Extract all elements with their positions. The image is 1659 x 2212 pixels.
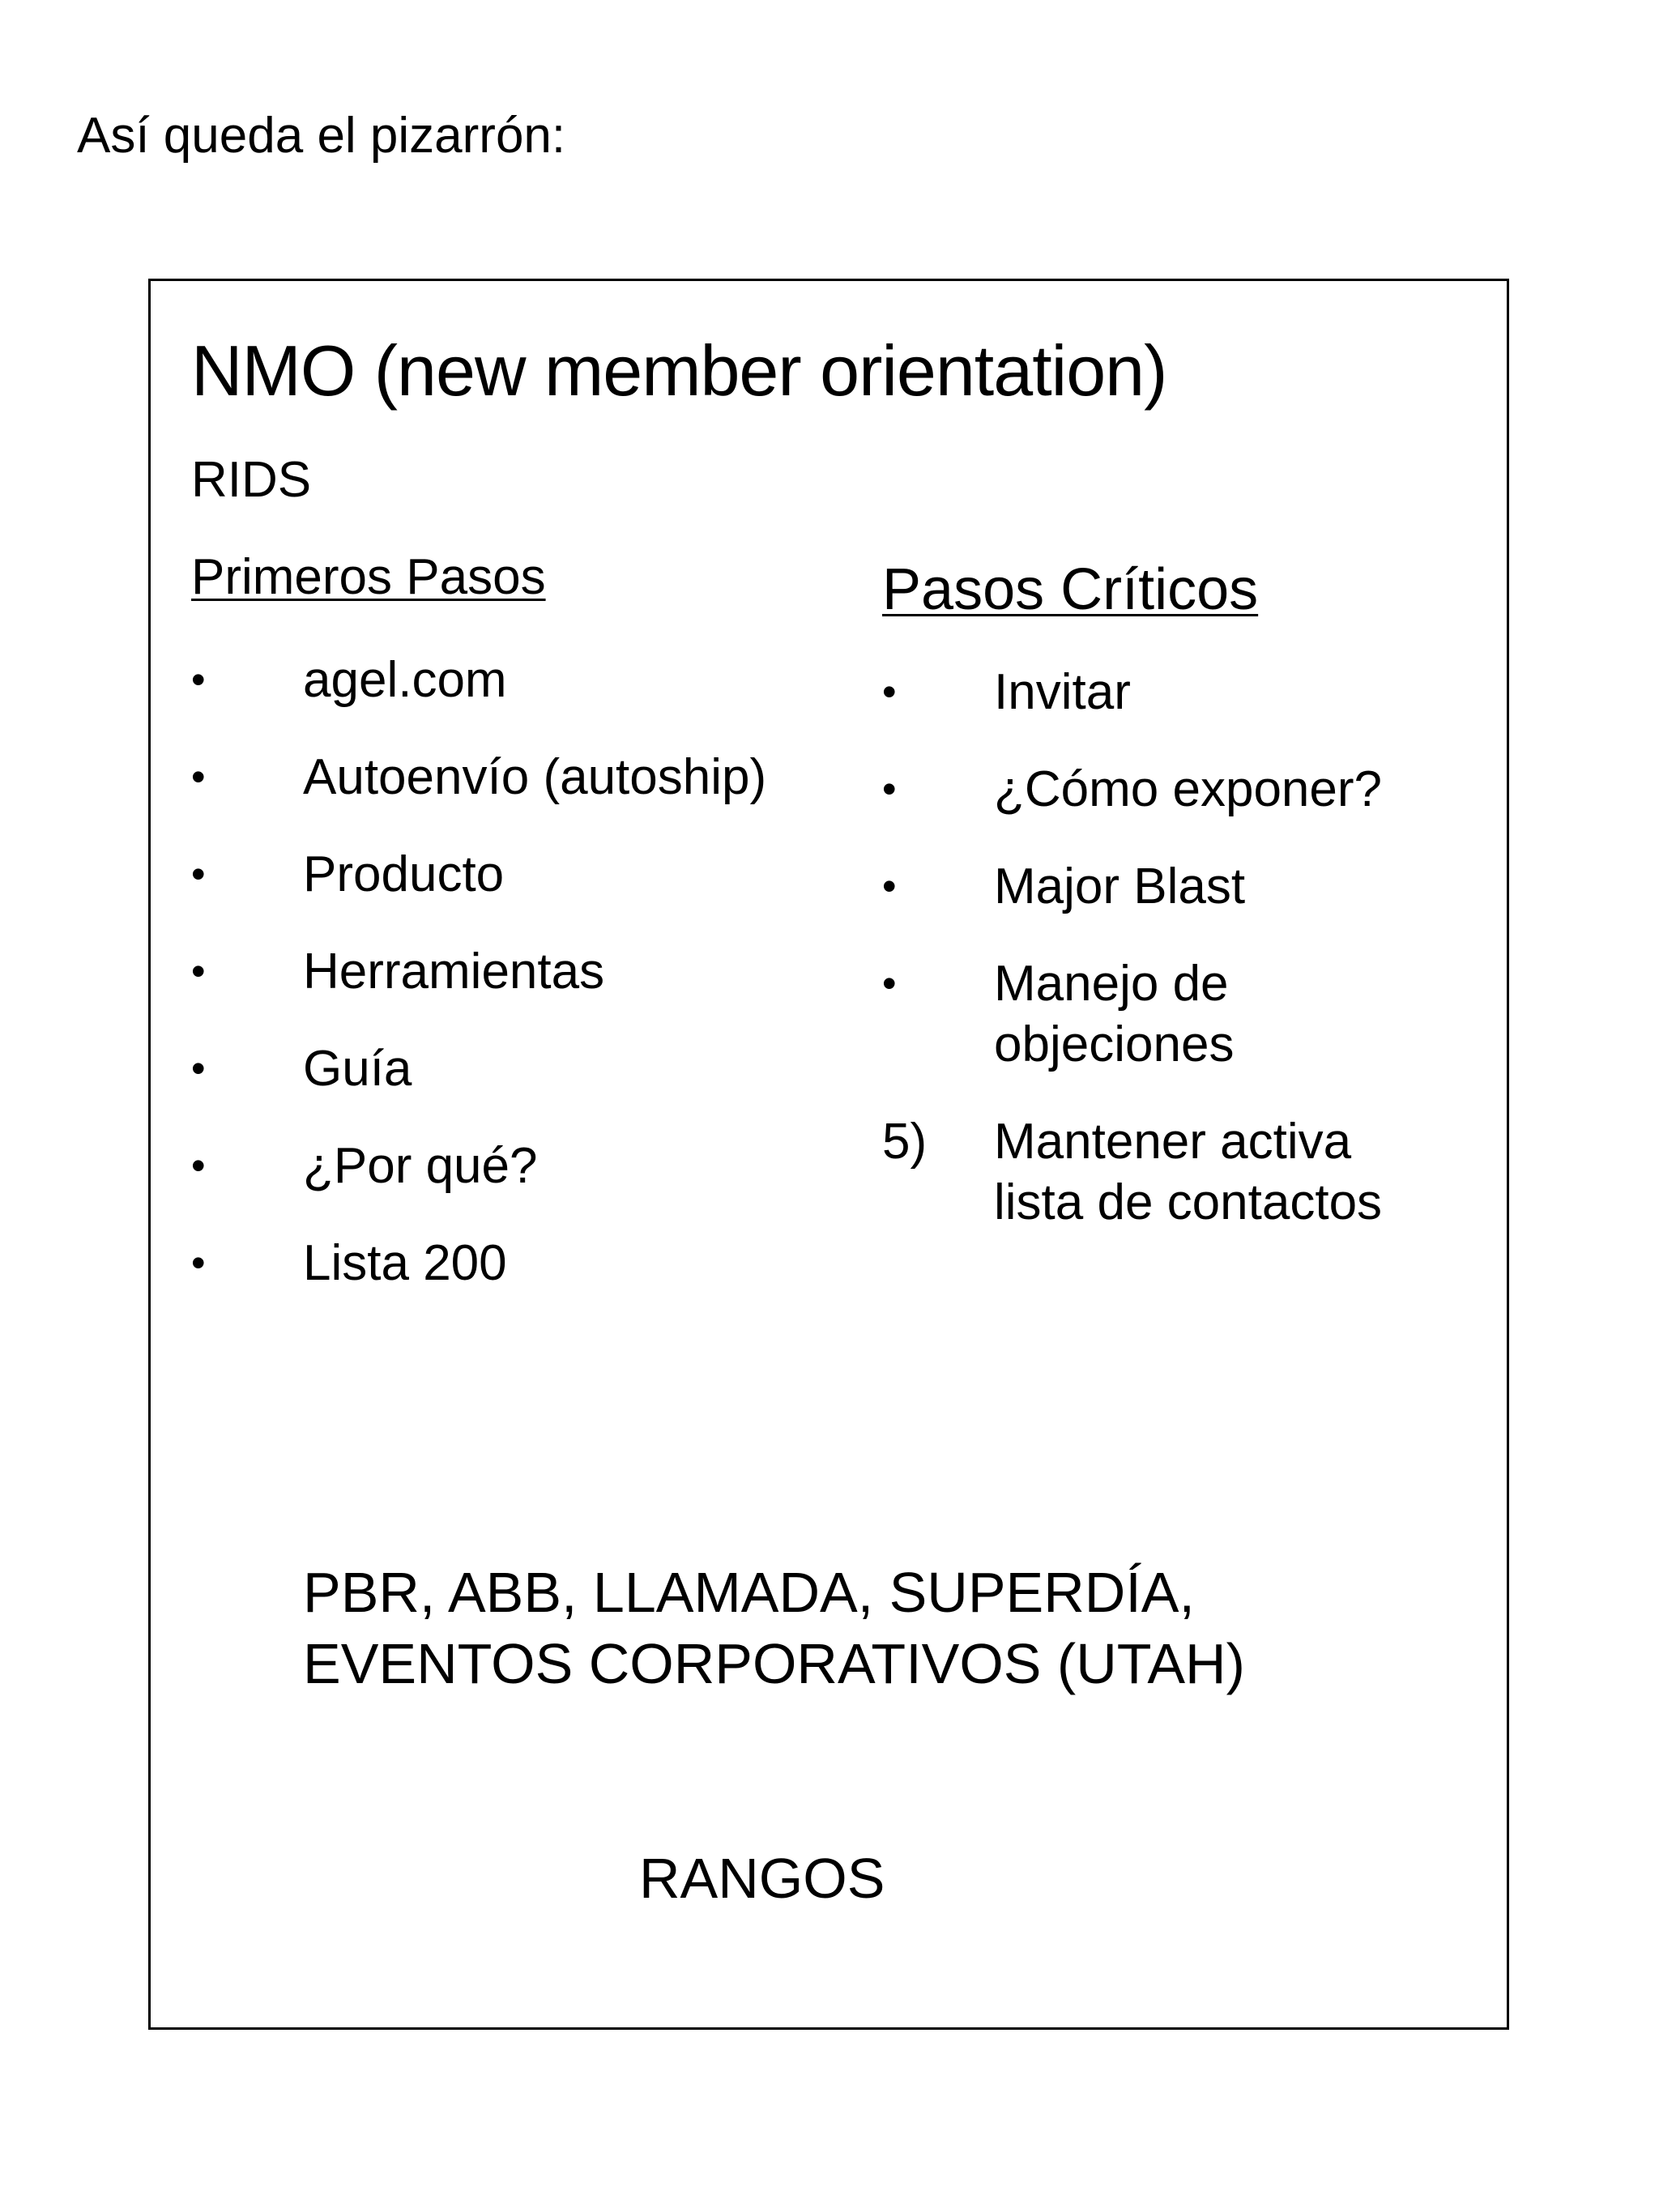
list-item [191, 1136, 766, 1233]
list-item-text: ¿Por qué? [303, 1138, 538, 1194]
board-subtitle: RIDS [191, 452, 312, 508]
list-item [191, 1038, 766, 1136]
number-marker: 5) [882, 1114, 928, 1170]
bullet-marker: • [191, 1143, 206, 1188]
list-item-line: ¿Cómo exponer? [994, 761, 1383, 817]
list-item-text: Guía [303, 1041, 412, 1097]
bullet-marker: • [191, 754, 206, 799]
list-item [191, 1233, 766, 1330]
bullet-marker: • [882, 766, 897, 812]
list-item-text [994, 856, 1245, 917]
bullet-marker: • [882, 669, 897, 714]
ranks-text: RANGOS [639, 1847, 885, 1910]
list-item-line: Manejo de [994, 956, 1229, 1012]
list-item-text: Herramientas [303, 944, 605, 999]
list-item-text [994, 1111, 1382, 1233]
list-item-line: Major Blast [994, 859, 1246, 914]
list-item [882, 1111, 1382, 1233]
bullet-marker: • [191, 657, 206, 702]
list-item [191, 650, 766, 747]
list-item-line: lista de contactos [994, 1174, 1383, 1230]
whiteboard-box [148, 279, 1509, 2030]
list-item-text [994, 662, 1131, 722]
board-title: NMO (new member orientation) [191, 330, 1167, 411]
list-item [882, 953, 1382, 1075]
list-item [882, 759, 1382, 820]
bullet-marker: • [191, 1240, 206, 1285]
events-text [303, 1557, 1437, 1699]
pasos-criticos-list [882, 662, 1382, 1269]
bullet-marker: • [191, 1046, 206, 1091]
bullet-marker: • [882, 863, 897, 909]
list-item [882, 856, 1382, 917]
intro-text: Así queda el pizarrón: [77, 108, 566, 164]
bullet-marker: • [191, 948, 206, 994]
events-line: EVENTOS CORPORATIVOS (UTAH) [303, 1632, 1245, 1695]
list-item-text: Producto [303, 846, 505, 902]
list-item-line: objeciones [994, 1016, 1235, 1072]
list-item-line: Invitar [994, 664, 1131, 720]
bullet-marker: • [882, 961, 897, 1006]
list-item [191, 844, 766, 941]
list-item-text: Autoenvío (autoship) [303, 749, 767, 805]
primeros-pasos-list [191, 650, 766, 1330]
bullet-marker: • [191, 851, 206, 897]
list-item-text: agel.com [303, 652, 507, 708]
list-item-text: Lista 200 [303, 1235, 507, 1291]
events-line: PBR, ABB, LLAMADA, SUPERDÍA, [303, 1561, 1195, 1624]
list-item [191, 747, 766, 844]
list-item [882, 662, 1382, 722]
list-item [191, 941, 766, 1038]
list-item-text [994, 759, 1382, 820]
pasos-criticos-heading: Pasos Críticos [882, 557, 1259, 622]
list-item-line: Mantener activa [994, 1114, 1352, 1170]
list-item-text [994, 953, 1234, 1075]
primeros-pasos-heading: Primeros Pasos [191, 549, 546, 605]
